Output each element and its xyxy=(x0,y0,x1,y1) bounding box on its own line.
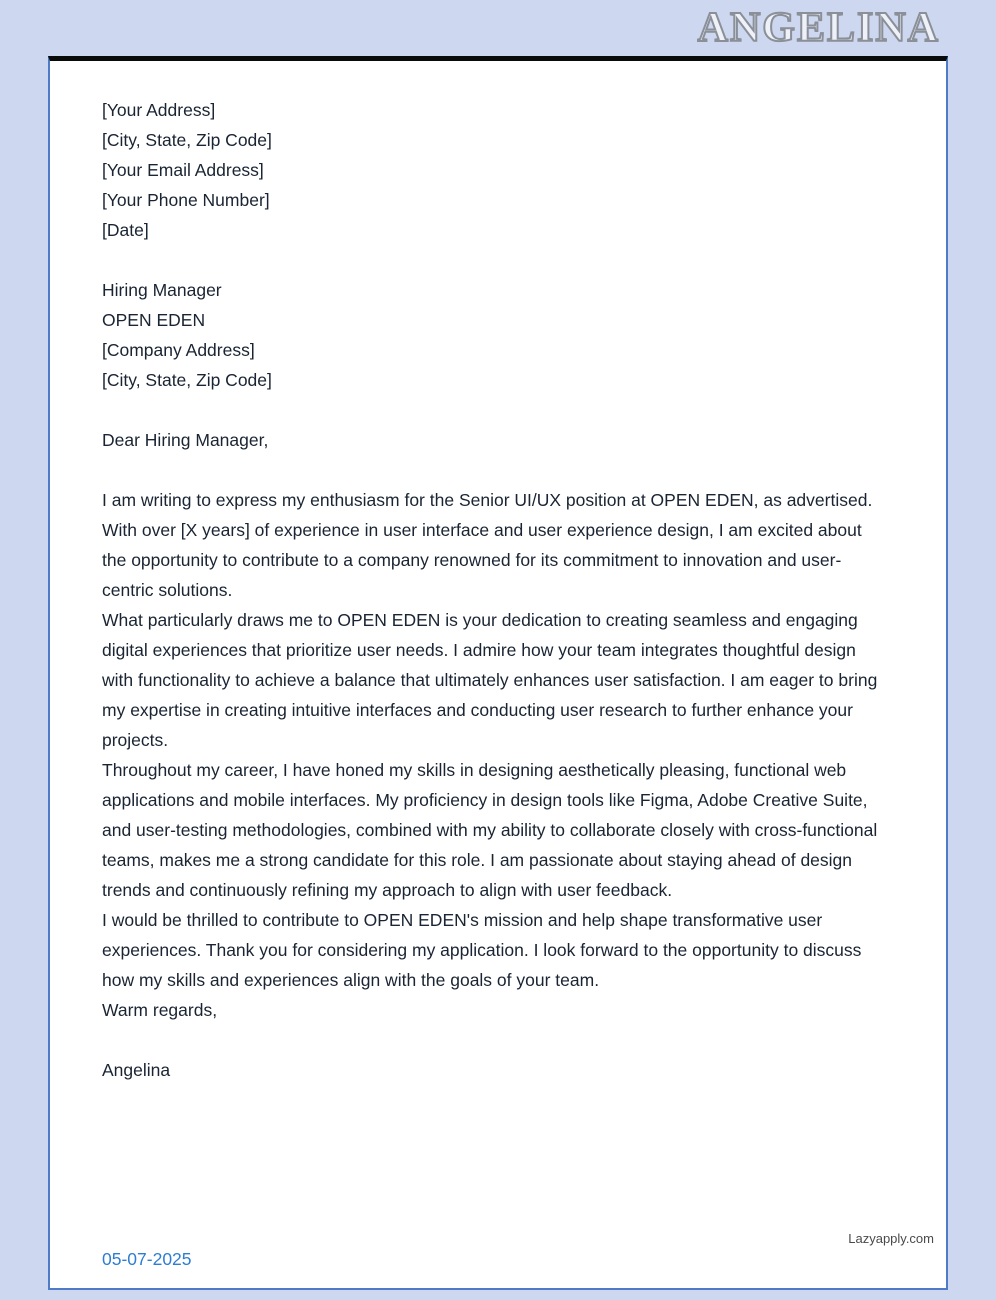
recipient-line: Hiring Manager xyxy=(102,280,222,300)
sender-line: [Your Phone Number] xyxy=(102,190,270,210)
recipient-line: [City, State, Zip Code] xyxy=(102,370,272,390)
body-paragraph: What particularly draws me to OPEN EDEN is your dedication to creating seamless and engaging digital experiences that prioritize user needs. I admire how your team integrates thoughtful design with functionality to achieve a balance that ultimately enhances user satisfaction. I am eager to bring my expertise in creating intuitive interfaces and conducting user research to further enhance your projects. xyxy=(102,610,878,750)
recipient-address-block xyxy=(102,275,888,395)
header-name: ANGELINA xyxy=(697,5,940,51)
letter-page xyxy=(48,56,948,1290)
watermark-text: Lazyapply.com xyxy=(848,1231,934,1246)
document-header xyxy=(48,0,948,56)
recipient-line: OPEN EDEN xyxy=(102,310,206,330)
sender-address-block xyxy=(102,95,888,245)
sender-line: [City, State, Zip Code] xyxy=(102,130,272,150)
sender-line: [Date] xyxy=(102,220,149,240)
body-paragraph: I would be thrilled to contribute to OPEN EDEN's mission and help shape transformative user experiences. Thank you for considering my application. I look forward to the opportunity to discuss how my skills and experiences align with the goals of your team. xyxy=(102,910,862,990)
body-paragraph: Throughout my career, I have honed my skills in designing aesthetically pleasing, functional web applications and mobile interfaces. My proficiency in design tools like Figma, Adobe Creative Suite, and user-testing methodologies, combined with my ability to collaborate closely with cross-functional teams, makes me a strong candidate for this role. I am passionate about staying ahead of design trends and continuously refining my approach to align with user feedback. xyxy=(102,760,878,900)
closing: Warm regards, xyxy=(102,1000,218,1020)
body-paragraph: I am writing to express my enthusiasm for the Senior UI/UX position at OPEN EDEN, as advertised. With over [X years] of experience in user interface and user experience design, I am excited about the opportunity to contribute to a company renowned for its commitment to innovation and user-centric solutions. xyxy=(102,490,873,600)
sender-line: [Your Email Address] xyxy=(102,160,264,180)
date-text: 05-07-2025 xyxy=(102,1249,192,1269)
salutation: Dear Hiring Manager, xyxy=(102,430,269,450)
recipient-line: [Company Address] xyxy=(102,340,255,360)
signature: Angelina xyxy=(102,1060,171,1080)
sender-line: [Your Address] xyxy=(102,100,216,120)
